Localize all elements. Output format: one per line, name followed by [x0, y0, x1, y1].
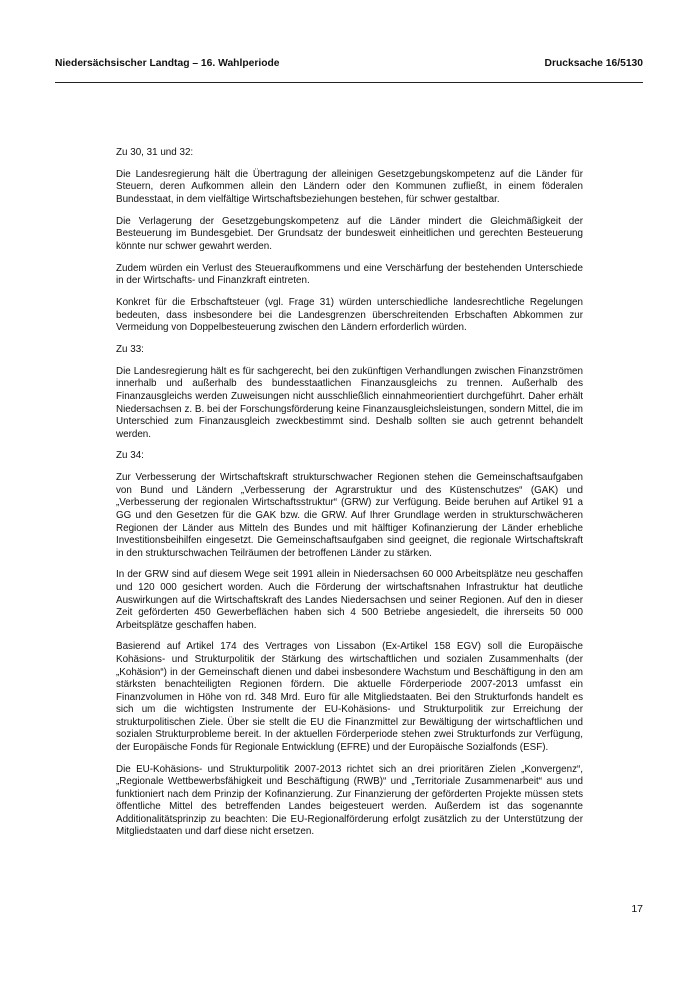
- paragraph: Zudem würden ein Verlust des Steueraufkommens und eine Verschärfung der bestehenden Unterschiede in der Wirtschafts- und Finanzkraft eintreten.: [116, 262, 583, 287]
- paragraph: Zur Verbesserung der Wirtschaftskraft strukturschwacher Regionen stehen die Gemeinschaftsaufgaben von Bund und Ländern „Verbesserung der Agrarstruktur und des Küstenschutzes“ (GAK) und „Verbesserung der regionalen Wirtschaftsstruktur“ (GRW) zur Verfügung. Beide beruhen auf Artikel 91 a GG und den Gesetzen für die GAK bzw. die GRW. Auf Ihrer Grundlage werden in strukturschwächeren Regionen der Länder aus Mitteln des Bundes und mit hälftiger Kofinanzierung der Länder erhebliche Investitionsbeihilfen eingesetzt. Die Gemeinschaftsaufgaben sind geeignet, die regionale Wirtschaftskraft in den strukturschwachen Teilräumen der betroffenen Länder zu stärken.: [116, 472, 583, 559]
- document-body: [116, 147, 583, 848]
- paragraph: Die Landesregierung hält die Übertragung der alleinigen Gesetzgebungskompetenz auf die Länder für Steuern, deren Aufkommen allein den Ländern oder den Kommunen zufließt, in einem föderalen Bundesstaat, in dem vielfältige Wirtschaftsbeziehungen bestehen, für schwer gestaltbar.: [116, 168, 583, 205]
- section-heading: Zu 34:: [116, 450, 144, 462]
- section-heading: Zu 30, 31 und 32:: [116, 147, 194, 158]
- paragraph: Basierend auf Artikel 174 des Vertrages von Lissabon (Ex-Artikel 158 EGV) soll die Europäische Kohäsions- und Strukturpolitik der Stärkung des wirtschaftlichen und sozialen Zusammenhalts (der „Kohäsion“) in der Gemeinschaft dienen und dabei insbesondere Wachstum und Beschäftigung in den am stärksten benachteiligten Regionen fördern. Die aktuelle Förderperiode 2007-2013 umfasst ein Finanzvolumen in Höhe von rd. 348 Mrd. Euro für alle Mitgliedstaaten. Bei den Strukturfonds handelt es sich um die wichtigsten Instrumente der EU-Kohäsions- und Strukturpolitik zur Erreichung der strukturpolitischen Ziele. Über sie stellt die EU die Finanzmittel zur Bewältigung der wirtschaftlichen und sozialen Strukturprobleme bereit. In der aktuellen Förderperiode stehen zwei Strukturfonds zur Verfügung, der Europäische Fonds für Regionale Entwicklung (EFRE) und der Europäische Sozialfonds (ESF).: [116, 641, 583, 753]
- page-number: 17: [631, 903, 643, 915]
- page-header: [55, 58, 643, 69]
- header-divider: [55, 82, 643, 83]
- header-document-number: Drucksache 16/5130: [544, 58, 643, 69]
- paragraph: Die Verlagerung der Gesetzgebungskompetenz auf die Länder mindert die Gleichmäßigkeit der Besteuerung im Bundesgebiet. Der Grundsatz der bundesweit einheitlichen und gerechten Besteuerung könnte nur schwer gewahrt werden.: [116, 215, 583, 252]
- paragraph: In der GRW sind auf diesem Wege seit 1991 allein in Niedersachsen 60 000 Arbeitsplätze neu geschaffen und 120 000 gesichert worden. Auch die Förderung der wirtschaftsnahen Infrastruktur hat deutliche Auswirkungen auf die Wirtschaftskraft des Landes Niedersachsen und seiner Regionen. Auf den in dieser Zeit geförderten 450 Gewerbeflächen haben sich 4 500 Betriebe angesiedelt, die ihrerseits 50 000 Arbeitsplätze geschaffen haben.: [116, 569, 583, 631]
- section-heading: Zu 33:: [116, 344, 144, 356]
- header-parliament-title: Niedersächsischer Landtag – 16. Wahlperiode: [55, 58, 280, 69]
- paragraph: Die Landesregierung hält es für sachgerecht, bei den zukünftigen Verhandlungen zwischen Finanzströmen innerhalb und außerhalb des bundesstaatlichen Finanzausgleichs zu trennen. Außerhalb des Finanzausgleichs werden Zuweisungen nicht ausschließlich einnahmeorientiert durchgeführt. Daher erhält Niedersachsen z. B. bei der Forschungsförderung keine Finanzausgleichsleistungen, sondern Mittel, die im Unterschied zum Finanzausgleich zweckbestimmt sind. Deshalb sollten sie auch getrennt behandelt werden.: [116, 365, 583, 440]
- paragraph: Konkret für die Erbschaftsteuer (vgl. Frage 31) würden unterschiedliche landesrechtliche Regelungen bedeuten, dass insbesondere bei die Landesgrenzen überschreitenden Erbschaften Abkommen zur Vermeidung von Doppelbesteuerung zwischen den Ländern erforderlich würden.: [116, 297, 583, 334]
- paragraph: Die EU-Kohäsions- und Strukturpolitik 2007-2013 richtet sich an drei prioritären Zielen „Konvergenz“, „Regionale Wettbewerbsfähigkeit und Beschäftigung (RWB)“ und „Territoriale Zusammenarbeit“ aus und funktioniert nach dem Prinzip der Kofinanzierung. Zur Finanzierung der geförderten Projekte müssen stets öffentliche Mittel des betreffenden Landes beigesteuert werden. Außerdem ist das sogenannte Additionalitätsprinzip zu beachten: Die EU-Regionalförderung erfolgt zusätzlich zu der Unterstützung der Mitgliedstaaten und darf diese nicht ersetzen.: [116, 763, 583, 838]
